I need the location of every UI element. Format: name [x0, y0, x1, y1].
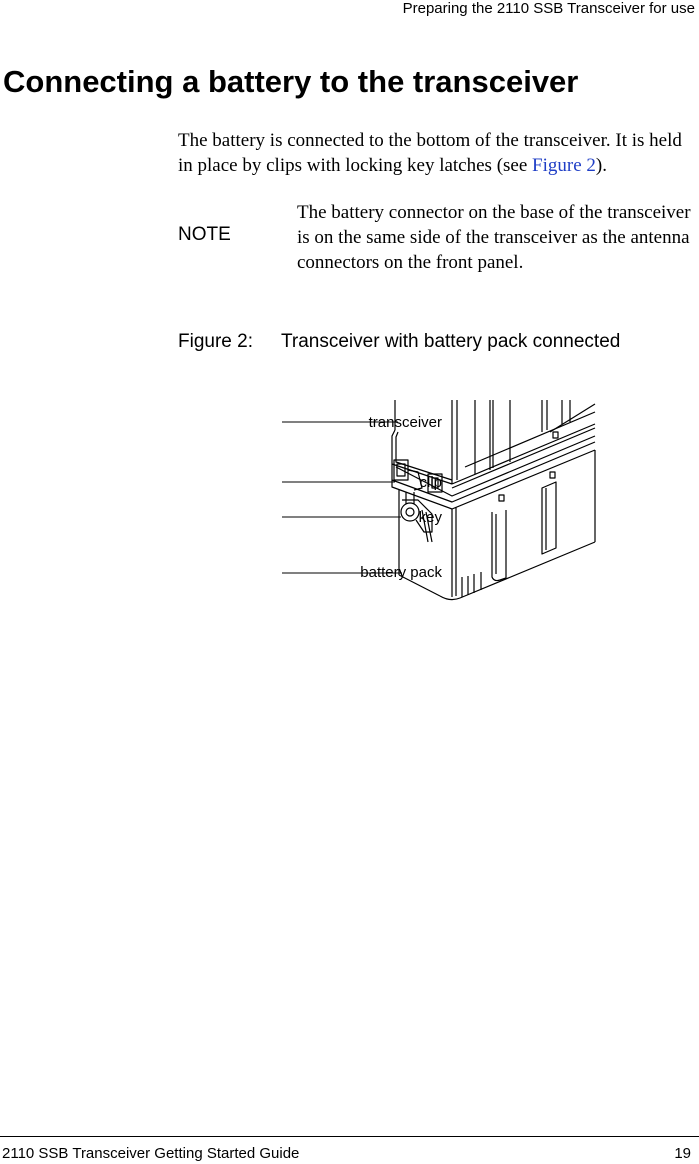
figure-caption-text: Transceiver with battery pack connected — [281, 331, 621, 352]
callout-clip: clip — [419, 474, 442, 491]
footer-page-number: 19 — [674, 1145, 691, 1162]
body-text-start: The battery is connected to the bottom of the transceiver. It is held in place by clips with locking key latches (see — [178, 130, 682, 176]
body-text-end: ). — [595, 155, 607, 176]
footer-divider — [0, 1136, 699, 1137]
body-paragraph — [178, 128, 698, 178]
transceiver-battery-figure — [170, 392, 600, 607]
running-header: Preparing the 2110 SSB Transceiver for use — [402, 0, 695, 17]
clip-and-key — [394, 460, 442, 542]
callout-key: key — [418, 509, 442, 526]
callout-transceiver: transceiver — [368, 414, 442, 431]
figure-caption — [178, 330, 620, 354]
callout-battery-pack: battery pack — [360, 564, 442, 581]
callout-leader-lines — [282, 422, 402, 573]
figure-2-link[interactable]: Figure 2 — [532, 155, 596, 176]
page-title: Connecting a battery to the transceiver — [3, 64, 579, 99]
footer-guide-title: 2110 SSB Transceiver Getting Started Guide — [2, 1145, 300, 1162]
note-label: NOTE — [178, 224, 231, 245]
figure-number: Figure 2: — [178, 331, 253, 352]
note-text: The battery connector on the base of the transceiver is on the same side of the transceiver as the antenna connectors on the front panel. — [297, 202, 691, 273]
